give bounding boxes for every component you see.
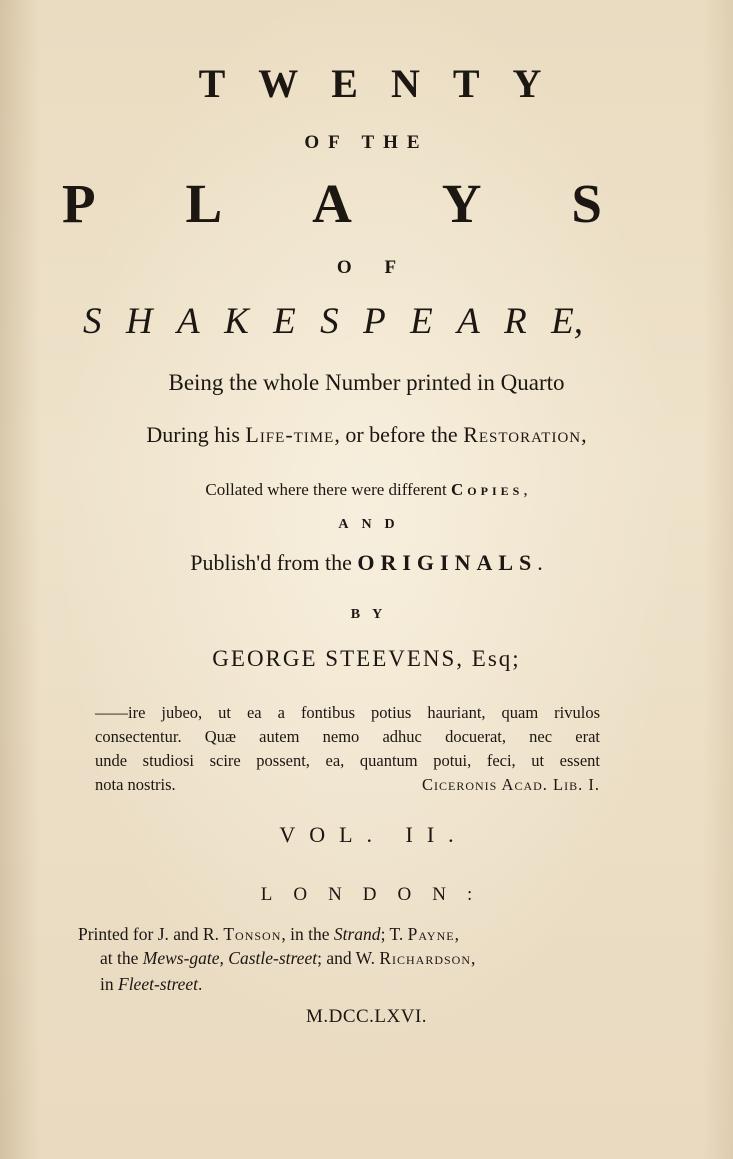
collated-text: Collated where there were different <box>205 480 452 499</box>
imprint-place: LONDON: <box>260 884 494 905</box>
author-letter: E, <box>551 301 583 342</box>
title-twenty: TWENTY <box>198 61 575 106</box>
subtitle-by: BY <box>350 607 395 622</box>
imprint-text: , <box>454 924 459 944</box>
copies-text: Copies <box>451 480 524 499</box>
imprint-text: , in the <box>281 924 334 944</box>
imprint-text: at the <box>100 948 143 968</box>
imprint-street: Fleet-street <box>118 974 199 994</box>
author-letter: P <box>363 301 386 342</box>
subtitle-published <box>0 550 733 576</box>
published-text: Publish'd from the <box>190 550 358 575</box>
imprint-text: ; and W. <box>317 948 380 968</box>
imprint-text: , <box>471 948 476 968</box>
subtitle-collated <box>0 480 733 500</box>
subtitle-and: AND <box>338 517 408 532</box>
author-letter: A <box>177 301 200 342</box>
epigraph-line: unde studiosi scire possent, ea, quantum potui, feci, ut essent <box>95 751 600 770</box>
epigraph-line <box>95 773 600 797</box>
imprint-text: in <box>100 974 118 994</box>
author-letter: R <box>504 301 527 342</box>
imprint-name: Richardson <box>379 948 472 968</box>
title-author <box>83 300 583 343</box>
author-letter: K <box>224 301 249 342</box>
epigraph-line: ——ire jubeo, ut ea a fontibus potius hauriant, quam rivulos <box>95 703 600 722</box>
imprint-line <box>100 948 605 969</box>
imprint-line <box>78 924 603 945</box>
author-letter: H <box>125 301 153 342</box>
life-time-text: Life-time <box>245 422 335 447</box>
plays-letter: L <box>185 173 223 234</box>
imprint-street: Mews-gate, Castle-street <box>142 948 318 968</box>
imprint-date: M.DCC.LXVI. <box>305 1006 428 1027</box>
author-letter: E <box>273 301 296 342</box>
plays-letter: Y <box>441 173 482 234</box>
during-text: , <box>581 422 587 447</box>
collated-text: , <box>523 480 528 499</box>
during-text: , or before the <box>334 422 464 447</box>
author-letter: A <box>457 301 480 342</box>
imprint-text: ; T. <box>380 924 408 944</box>
restoration-text: Restoration <box>463 422 582 447</box>
subtitle-being: Being the whole Number printed in Quarto <box>168 370 565 395</box>
plays-letter: S <box>571 173 602 234</box>
title-of-the: OF THE <box>304 132 429 153</box>
epigraph-line: consectentur. Quæ autem nemo adhuc docuerat, nec erat <box>95 727 600 746</box>
published-text: . <box>537 550 543 575</box>
originals-text: ORIGINALS <box>357 550 538 575</box>
epigraph-end: nota nostris. <box>95 775 176 794</box>
author-letter: S <box>320 301 339 342</box>
author-letter: E <box>410 301 433 342</box>
subtitle-during <box>0 422 733 448</box>
during-text: During his <box>146 422 246 447</box>
editor-name: GEORGE STEEVENS, Esq; <box>212 646 521 671</box>
imprint-line <box>100 974 202 995</box>
imprint-name: Tonson <box>223 924 282 944</box>
author-letter: S <box>83 301 102 342</box>
imprint-text: . <box>198 974 203 994</box>
volume-number: VOL. II. <box>279 822 468 847</box>
epigraph-source: Ciceronis Acad. Lib. I. <box>421 775 600 794</box>
plays-letter: P <box>62 173 96 234</box>
title-plays <box>62 172 602 235</box>
imprint-text: Printed for J. and R. <box>78 924 224 944</box>
imprint-street: Strand <box>333 924 381 944</box>
imprint-name: Payne <box>407 924 455 944</box>
plays-letter: A <box>312 173 352 234</box>
title-of: O F <box>336 257 411 278</box>
